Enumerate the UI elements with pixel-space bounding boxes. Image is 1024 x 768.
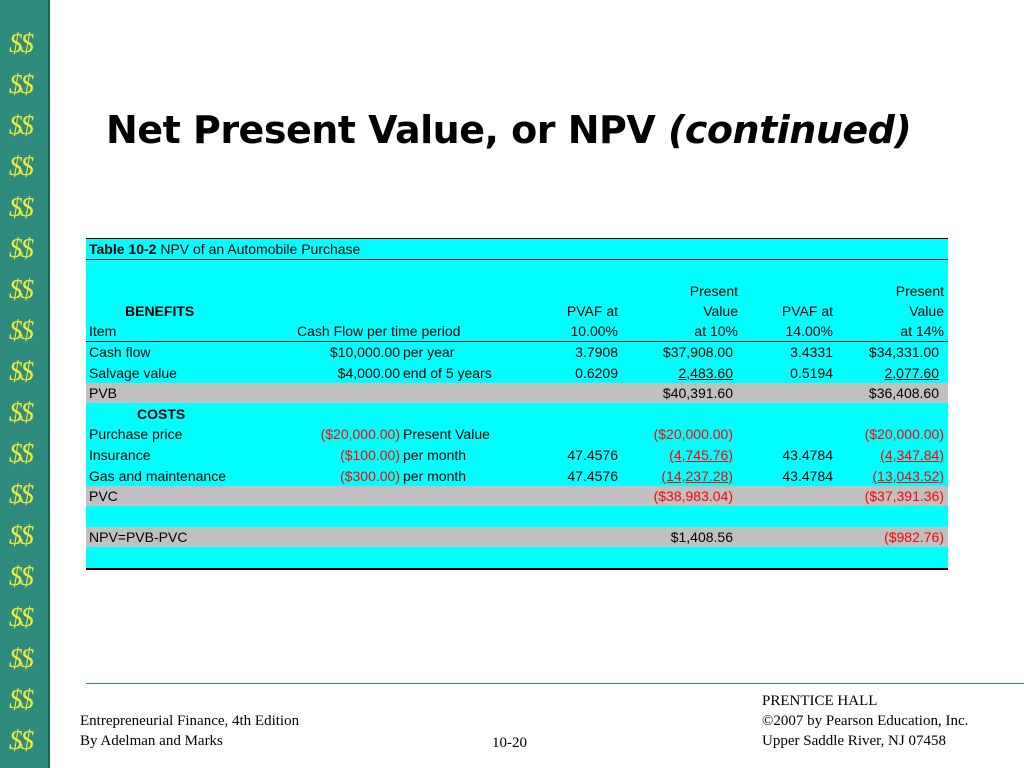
dollar-sign-sidebar	[0, 0, 50, 768]
cell-pv10: ($20,000.00)	[653, 426, 733, 443]
cell-pvaf14: 3.4331	[790, 344, 833, 360]
cell-amount: ($300.00)	[340, 467, 400, 484]
dollar-sign-icon: $$	[9, 561, 32, 591]
npv-table	[86, 238, 948, 570]
footer-authors: By Adelman and Marks	[80, 733, 223, 749]
footer-copyright: ©2007 by Pearson Education, Inc.	[762, 713, 969, 729]
cell-item: PVB	[89, 385, 118, 402]
dollar-sign-icon: $$	[9, 69, 32, 99]
cell-item: Purchase price	[89, 426, 183, 443]
dollar-sign-icon: $$	[9, 684, 32, 714]
footer-location: Upper Saddle River, NJ 07458	[762, 733, 946, 749]
cell-pvaf14: 43.4784	[782, 467, 833, 484]
header-pv10-line3: at 10%	[694, 323, 738, 339]
cell-pv14: $36,408.60	[868, 385, 939, 402]
table-row	[86, 424, 948, 444]
cell-pvaf10: 47.4576	[567, 447, 618, 463]
header-pvaf10-line2: 10.00%	[570, 323, 618, 339]
page-number: 10-20	[492, 735, 527, 751]
cell-item: Insurance	[89, 447, 151, 463]
cell-pv14: 2,077.60	[884, 364, 939, 381]
header-pvaf10-line1: PVAF at	[566, 303, 618, 319]
header-pv14-line2: Value	[909, 303, 944, 319]
header-pvaf14-line1: PVAF at	[781, 303, 833, 319]
table-caption-row	[86, 239, 948, 259]
dollar-sign-icon: $$	[9, 110, 32, 140]
cell-period: end of 5 years	[403, 364, 492, 381]
table-row	[86, 527, 948, 547]
dollar-sign-icon: $$	[9, 520, 32, 550]
header-item: Item	[89, 323, 117, 339]
dollar-sign-icon: $$	[9, 192, 32, 222]
cell-item: Cash flow	[89, 344, 151, 360]
table-row	[86, 342, 948, 362]
header-pv14-line3: at 14%	[900, 323, 944, 339]
cell-pv14: ($37,391.36)	[864, 488, 944, 505]
cell-amount: $10,000.00	[329, 344, 400, 360]
dollar-sign-icon: $$	[9, 397, 32, 427]
slide-title	[106, 108, 911, 152]
table-row	[86, 363, 948, 383]
dollar-sign-icon: $$	[9, 28, 32, 58]
cell-pv10: $1,408.56	[670, 529, 733, 546]
dollar-sign-icon: $$	[9, 315, 32, 345]
cell-period: per month	[403, 467, 467, 484]
footer-divider	[86, 683, 1024, 684]
cell-amount: ($20,000.00)	[320, 426, 400, 443]
dollar-sign-icon: $$	[9, 151, 32, 181]
cell-pv10: 2,483.60	[678, 364, 733, 381]
cell-pv14: ($20,000.00)	[864, 426, 944, 443]
table-caption-number: Table 10-2	[89, 241, 157, 257]
cell-pv10: $40,391.60	[662, 385, 733, 402]
cell-pvaf10: 0.6209	[575, 364, 618, 381]
cell-pv14: $34,331.00	[868, 344, 939, 360]
cell-period: per year	[403, 344, 455, 360]
cell-amount: $4,000.00	[337, 364, 400, 381]
table-caption	[89, 239, 360, 259]
table-row	[86, 486, 948, 506]
cell-period: per month	[403, 447, 467, 463]
dollar-sign-icon: $$	[9, 274, 32, 304]
header-pv10-line1: Present	[689, 283, 738, 299]
header-row-2	[86, 301, 948, 321]
dollar-sign-icon: $$	[9, 233, 32, 263]
footer-book-title: Entrepreneurial Finance, 4th Edition	[80, 713, 300, 729]
dollar-sign-icon: $$	[9, 438, 32, 468]
table-row	[86, 404, 948, 424]
cell-pvaf14: 0.5194	[790, 364, 833, 381]
table-row	[86, 445, 948, 465]
title-main-text: Net Present Value, or NPV	[106, 108, 669, 152]
title-italic-text: (continued)	[668, 108, 912, 152]
table-row	[86, 507, 948, 527]
cell-pv10: (14,237.28)	[661, 467, 733, 484]
dollar-sign-icon: $$	[9, 479, 32, 509]
header-cash-flow: Cash Flow per time period	[297, 323, 461, 339]
dollar-sign-icon: $$	[9, 356, 32, 386]
table-row	[86, 466, 948, 486]
cell-pv14: ($982.76)	[884, 529, 944, 546]
footer-publisher: PRENTICE HALL	[762, 693, 878, 709]
table-caption-text: NPV of an Automobile Purchase	[156, 241, 361, 257]
dollar-sign-icon: $$	[9, 725, 32, 755]
cell-pv14: (4,347.84)	[880, 447, 944, 463]
cell-pvaf10: 3.7908	[575, 344, 618, 360]
header-pvaf14-line2: 14.00%	[785, 323, 833, 339]
cell-pv10: $37,908.00	[662, 344, 733, 360]
cell-pv10: ($38,983.04)	[653, 488, 733, 505]
cell-item: Salvage value	[89, 364, 177, 381]
cell-pvaf10: 47.4576	[567, 467, 618, 484]
cell-period: Present Value	[403, 426, 490, 443]
cell-pv14: (13,043.52)	[872, 467, 944, 484]
dollar-sign-icon: $$	[9, 602, 32, 632]
cell-item: Gas and maintenance	[89, 467, 226, 484]
dollar-sign-icon: $$	[9, 643, 32, 673]
cell-item: NPV=PVB-PVC	[89, 529, 188, 546]
cell-item: PVC	[89, 488, 118, 505]
table-row	[86, 383, 948, 403]
header-pv14-line1: Present	[895, 283, 944, 299]
header-pv10-line2: Value	[703, 303, 738, 319]
benefits-heading: BENEFITS	[125, 303, 195, 319]
cell-pvaf14: 43.4784	[782, 447, 833, 463]
cell-pv10: (4,745.76)	[669, 447, 733, 463]
header-row-3	[86, 321, 948, 341]
cell-amount: ($100.00)	[340, 447, 400, 463]
header-row-1	[86, 281, 948, 301]
cell-item: COSTS	[137, 405, 186, 422]
